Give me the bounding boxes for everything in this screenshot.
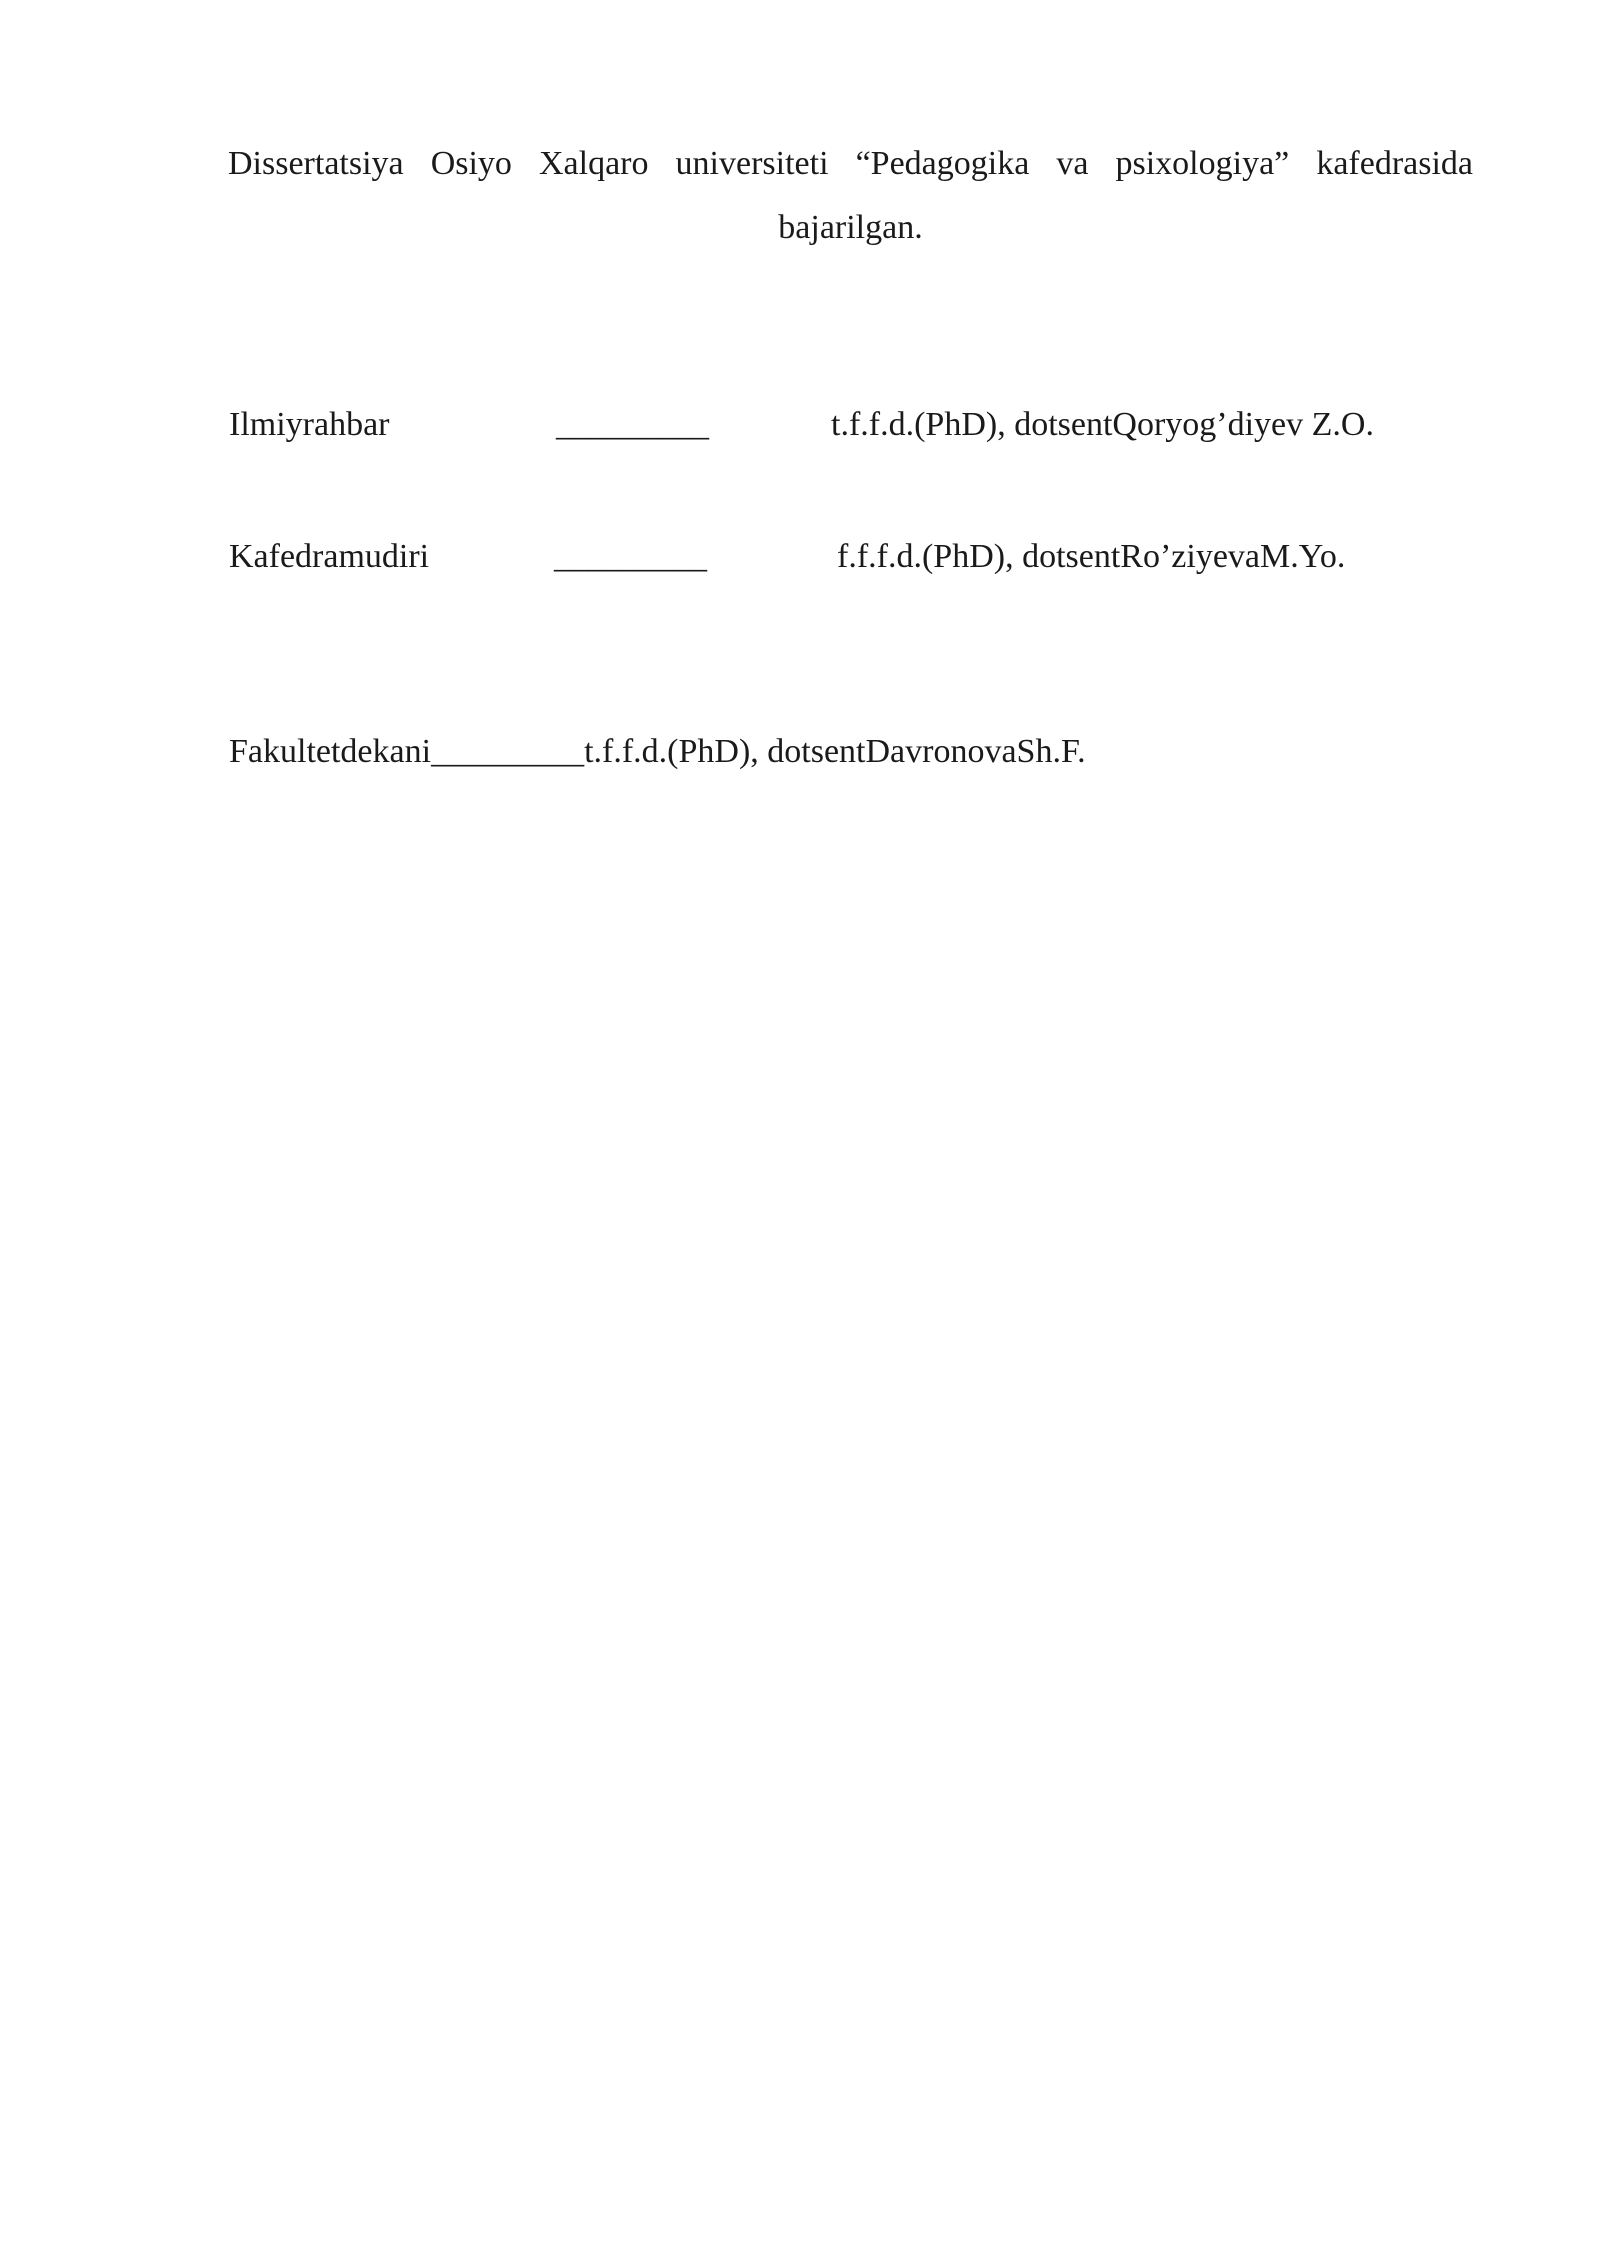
signatory-title: Ilmiyrahbar: [229, 406, 390, 443]
signature-line: _________: [554, 538, 707, 575]
signatory-row-supervisor: [229, 405, 1479, 445]
signatory-row-dean: [229, 732, 1479, 772]
signature-line: _________: [431, 733, 585, 770]
signature-line: _________: [556, 406, 709, 443]
signatory-credentials: t.f.f.d.(PhD), dotsentQoryog’diyev Z.O.: [831, 406, 1374, 443]
signatory-row-department-head: [229, 537, 1479, 577]
intro-paragraph: [228, 132, 1473, 260]
intro-line-2: bajarilgan.: [778, 209, 923, 246]
signatory-title: Fakultetdekani: [229, 733, 432, 770]
signatory-inline: [229, 733, 1086, 770]
signatory-title: Kafedramudiri: [229, 538, 430, 575]
intro-line-1: Dissertatsiya Osiyo Xalqaro universiteti “Pedagogika va psixologiya” kafedrasida: [228, 145, 1473, 182]
signatory-credentials: f.f.f.d.(PhD), dotsentRo’ziyevaM.Yo.: [837, 538, 1346, 575]
signatory-credentials: t.f.f.d.(PhD), dotsentDavronovaSh.F.: [584, 733, 1086, 770]
